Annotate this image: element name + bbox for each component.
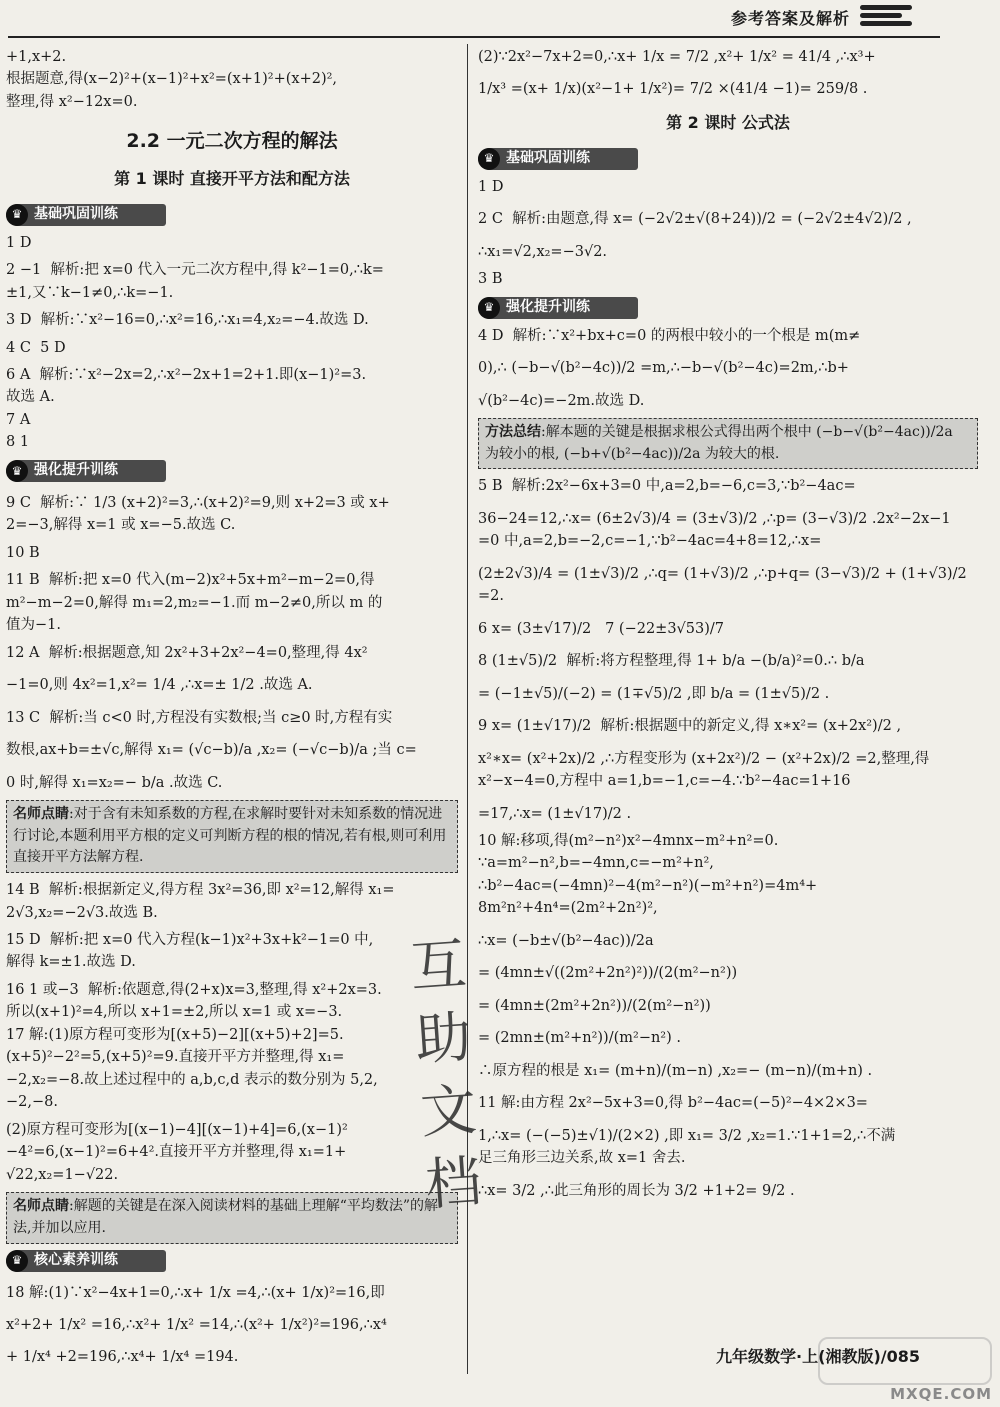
answer-line: 3 B bbox=[478, 271, 503, 288]
answer-line: 1 D bbox=[6, 234, 32, 251]
answer-line: ∴x₁=√2,x₂=−3√2. bbox=[478, 243, 608, 260]
answer-line: 10 B bbox=[6, 544, 40, 561]
answer-line: 2 −1 解析:把 x=0 代入一元二次方程中,得 k²−1=0,∴k= bbox=[6, 262, 384, 279]
handwritten-note: 互助文档 bbox=[408, 931, 484, 1219]
answer-line: −2,x₂=−8.故上述过程中的 a,b,c,d 表示的数分别为 5,2, bbox=[6, 1071, 378, 1088]
answer-line: 1 D bbox=[478, 178, 504, 195]
answer-line: √22,x₂=1−√22. bbox=[6, 1166, 119, 1183]
answer-line: 8m²n²+4n⁴=(2m²+2n²)², bbox=[478, 900, 658, 917]
right-column bbox=[478, 46, 978, 1202]
watermark-text: MXQE.COM bbox=[890, 1385, 992, 1403]
answer-line: + 1/x⁴ +2=196,∴x⁴+ 1/x⁴ =194. bbox=[6, 1349, 239, 1366]
crown-icon: ♛ bbox=[6, 204, 28, 226]
answer-line: 14 B 解析:根据新定义,得方程 3x²=36,即 x²=12,解得 x₁= bbox=[6, 882, 395, 899]
header-rule bbox=[8, 36, 940, 38]
banner-label: 核心素养训练 bbox=[34, 1251, 118, 1268]
answer-line: ∴b²−4ac=(−4mn)²−4(m²−n²)(−m²+n²)=4m⁴+ bbox=[478, 877, 818, 894]
answer-line: (2)原方程可变形为[(x−1)−4][(x−1)+4]=6,(x−1)² bbox=[6, 1121, 348, 1138]
answer-line: = (4mn±√((2m²+2n²)²))/(2(m²−n²)) bbox=[478, 965, 738, 982]
answer-line: ∴x= 3/2 ,∴此三角形的周长为 3/2 +1+2= 9/2 . bbox=[478, 1182, 795, 1199]
banner-advanced-training bbox=[6, 460, 166, 482]
answer-line: 7 A bbox=[6, 411, 31, 428]
answer-line: −4²=6,(x−1)²=6+4².直接开平方并整理,得 x₁=1+ bbox=[6, 1144, 347, 1161]
left-column bbox=[6, 46, 458, 1369]
answer-line: 所以(x+1)²=4,所以 x+1=±2,所以 x=1 或 x=−3. bbox=[6, 1004, 343, 1021]
answer-line: x²−x−4=0,方程中 a=1,b=−1,c=−4.∵b²−4ac=1+16 bbox=[478, 773, 851, 790]
answer-line: =17,∴x= (1±√17)/2 . bbox=[478, 805, 632, 822]
tip-text: :对于含有未知系数的方程,在求解时要针对未知系数的情况进行讨论,本题利用平方根的定义可判断方程的根的情况,若有根,则可利用直接开平方法解方程. bbox=[13, 806, 447, 866]
answer-line: 解得 k=±1.故选 D. bbox=[6, 954, 136, 971]
answer-line: 2 C 解析:由题意,得 x= (−2√2±√(8+24))/2 = (−2√2±4√2)/2 , bbox=[478, 211, 912, 228]
method-summary-box bbox=[478, 418, 978, 469]
answer-line: 故选 A. bbox=[6, 389, 55, 406]
answer-line: 5 B 解析:2x²−6x+3=0 中,a=2,b=−6,c=3,∵b²−4ac= bbox=[478, 478, 856, 495]
answer-line: 足三角形三边关系,故 x=1 舍去. bbox=[478, 1150, 686, 1167]
tip-text: :解题的关键是在深入阅读材料的基础上理解“平均数法”的解法,并加以应用. bbox=[13, 1198, 439, 1236]
answer-line: 12 A 解析:根据题意,知 2x²+3+2x²−4=0,整理,得 4x² bbox=[6, 644, 368, 661]
tip-box bbox=[6, 800, 458, 873]
crown-icon: ♛ bbox=[478, 297, 500, 319]
answer-line: x²+2+ 1/x² =16,∴x²+ 1/x² =14,∴(x²+ 1/x²)²=196,∴x⁴ bbox=[6, 1317, 387, 1334]
answer-line: 4 D 解析:∵x²+bx+c=0 的两根中较小的一个根是 m(m≠ bbox=[478, 327, 861, 344]
answer-line: = (−1±√5)/(−2) = (1∓√5)/2 ,即 b/a = (1±√5)/2 . bbox=[478, 685, 830, 702]
answer-line: 18 解:(1)∵x²−4x+1=0,∴x+ 1/x =4,∴(x+ 1/x)²=16,即 bbox=[6, 1284, 385, 1301]
text-line: +1,x+2. bbox=[6, 49, 67, 65]
banner-label: 强化提升训练 bbox=[506, 298, 590, 315]
answer-line: 6 A 解析:∵x²−2x=2,∴x²−2x+1=2+1.即(x−1)²=3. bbox=[6, 366, 367, 383]
page-header bbox=[0, 0, 1000, 40]
answer-line: m²−m−2=0,解得 m₁=2,m₂=−1.而 m−2≠0,所以 m 的 bbox=[6, 594, 383, 611]
answer-line: 0),∴ (−b−√(b²−4c))/2 =m,∴−b−√(b²−4c)=2m,∴b+ bbox=[478, 360, 849, 377]
answer-line: = (4mn±(2m²+2n²))/(2(m²−n²)) bbox=[478, 997, 711, 1014]
text-line: 根据题意,得(x−2)²+(x−1)²+x²=(x+1)²+(x+2)², bbox=[6, 71, 338, 88]
answer-line: ±1,又∵k−1≠0,∴k=−1. bbox=[6, 284, 174, 301]
answer-line: 2=−3,解得 x=1 或 x=−5.故选 C. bbox=[6, 517, 236, 534]
banner-label: 基础巩固训练 bbox=[34, 205, 118, 222]
answer-line: 13 C 解析:当 c<0 时,方程没有实数根;当 c≥0 时,方程有实 bbox=[6, 709, 393, 726]
answer-line: 0 时,解得 x₁=x₂=− b/a .故选 C. bbox=[6, 774, 223, 791]
crown-icon: ♛ bbox=[6, 1250, 28, 1272]
page-footer: 九年级数学·上(湘教版)/085 bbox=[716, 1347, 920, 1366]
crown-icon: ♛ bbox=[478, 148, 500, 170]
tip-label: 名师点睛 bbox=[13, 806, 69, 823]
tip-label: 名师点睛 bbox=[13, 1198, 69, 1215]
answer-line: √(b²−4c)=−2m.故选 D. bbox=[478, 392, 645, 409]
answer-line: =0 中,a=2,b=−2,c=−1,∵b²−4ac=4+8=12,∴x= bbox=[478, 533, 822, 550]
answer-line: 4 C 5 D bbox=[6, 339, 66, 356]
answer-line: 1,∴x= (−(−5)±√1)/(2×2) ,即 x₁= 3/2 ,x₂=1.∵1+1=2,∴不满 bbox=[478, 1127, 896, 1144]
answer-line: ∴x= (−b±√(b²−4ac))/2a bbox=[478, 932, 654, 949]
tip-box bbox=[6, 1192, 458, 1243]
answer-line: 15 D 解析:把 x=0 代入方程(k−1)x²+3x+k²−1=0 中, bbox=[6, 932, 374, 949]
answer-line: 2√3,x₂=−2√3.故选 B. bbox=[6, 904, 158, 921]
banner-label: 强化提升训练 bbox=[34, 462, 118, 479]
answer-line: ∴原方程的根是 x₁= (m+n)/(m−n) ,x₂=− (m−n)/(m+n) . bbox=[478, 1062, 873, 1079]
banner-label: 基础巩固训练 bbox=[506, 149, 590, 166]
section-title: 2.2 一元二次方程的解法 bbox=[126, 130, 338, 153]
answer-line: (x+5)²−2²=5,(x+5)²=9.直接开平方并整理,得 x₁= bbox=[6, 1049, 345, 1066]
answer-line: 9 C 解析:∵ 1/3 (x+2)²=3,∴(x+2)²=9,则 x+2=3 或 x+ bbox=[6, 494, 390, 511]
answer-line: 1/x³ =(x+ 1/x)(x²−1+ 1/x²)= 7/2 ×(41/4 −1)= 259/8 . bbox=[478, 81, 868, 98]
answer-line: 16 1 或−3 解析:依题意,得(2+x)x=3,整理,得 x²+2x=3. bbox=[6, 981, 382, 998]
header-title: 参考答案及解析 bbox=[730, 9, 850, 28]
banner-basic-training bbox=[478, 148, 638, 170]
answer-line: 8 1 bbox=[6, 434, 30, 451]
answer-line: x²∗x= (x²+2x)/2 ,∴方程变形为 (x+2x²)/2 − (x²+2x)/2 =2,整理,得 bbox=[478, 750, 930, 767]
tip-text: :解本题的关键是根据求根公式得出两个根中 (−b−√(b²−4ac))/2a 为较小的根, (−b+√(b²−4ac))/2a 为较大的根. bbox=[485, 424, 953, 462]
lesson-title: 第 1 课时 直接开平方法和配方法 bbox=[114, 168, 350, 188]
text-line: 整理,得 x²−12x=0. bbox=[6, 93, 138, 110]
banner-advanced-training bbox=[478, 297, 638, 319]
answer-line: 17 解:(1)原方程可变形为[(x+5)−2][(x+5)+2]=5. bbox=[6, 1026, 344, 1043]
answer-line: (2)∵2x²−7x+2=0,∴x+ 1/x = 7/2 ,x²+ 1/x² = 41/4 ,∴x³+ bbox=[478, 49, 876, 65]
answer-line: 6 x= (3±√17)/2 7 (−22±3√53)/7 bbox=[478, 620, 725, 637]
book-stack-icon bbox=[860, 2, 912, 32]
answer-line: 36−24=12,∴x= (6±2√3)/4 = (3±√3)/2 ,∴p= (3−√3)/2 .2x²−2x−1 bbox=[478, 510, 951, 527]
answer-line: 3 D 解析:∵x²−16=0,∴x²=16,∴x₁=4,x₂=−4.故选 D. bbox=[6, 312, 369, 329]
answer-line: 值为−1. bbox=[6, 617, 61, 634]
banner-basic-training bbox=[6, 204, 166, 226]
answer-line: = (2mn±(m²+n²))/(m²−n²) . bbox=[478, 1030, 681, 1047]
answer-line: 数根,ax+b=±√c,解得 x₁= (√c−b)/a ,x₂= (−√c−b)/a ;当 c= bbox=[6, 742, 417, 759]
lesson-title: 第 2 课时 公式法 bbox=[666, 112, 790, 132]
answer-line: −2,−8. bbox=[6, 1094, 58, 1111]
answer-line: 10 解:移项,得(m²−n²)x²−4mnx−m²+n²=0. bbox=[478, 833, 779, 850]
tip-label: 方法总结 bbox=[485, 424, 541, 441]
banner-core-training bbox=[6, 1250, 166, 1272]
answer-line: 9 x= (1±√17)/2 解析:根据题中的新定义,得 x∗x²= (x+2x²)/2 , bbox=[478, 718, 902, 735]
answer-line: 11 B 解析:把 x=0 代入(m−2)x²+5x+m²−m−2=0,得 bbox=[6, 572, 375, 589]
answer-line: 11 解:由方程 2x²−5x+3=0,得 b²−4ac=(−5)²−4×2×3= bbox=[478, 1095, 868, 1112]
answer-line: ∵a=m²−n²,b=−4mn,c=−m²+n², bbox=[478, 855, 714, 872]
crown-icon: ♛ bbox=[6, 460, 28, 482]
answer-line: 8 (1±√5)/2 解析:将方程整理,得 1+ b/a −(b/a)²=0.∴ b/a bbox=[478, 653, 865, 670]
answer-line: (2±2√3)/4 = (1±√3)/2 ,∴q= (1+√3)/2 ,∴p+q= (3−√3)/2 + (1+√3)/2 =2. bbox=[478, 565, 972, 605]
answer-line: −1=0,则 4x²=1,x²= 1/4 ,∴x=± 1/2 .故选 A. bbox=[6, 677, 313, 694]
